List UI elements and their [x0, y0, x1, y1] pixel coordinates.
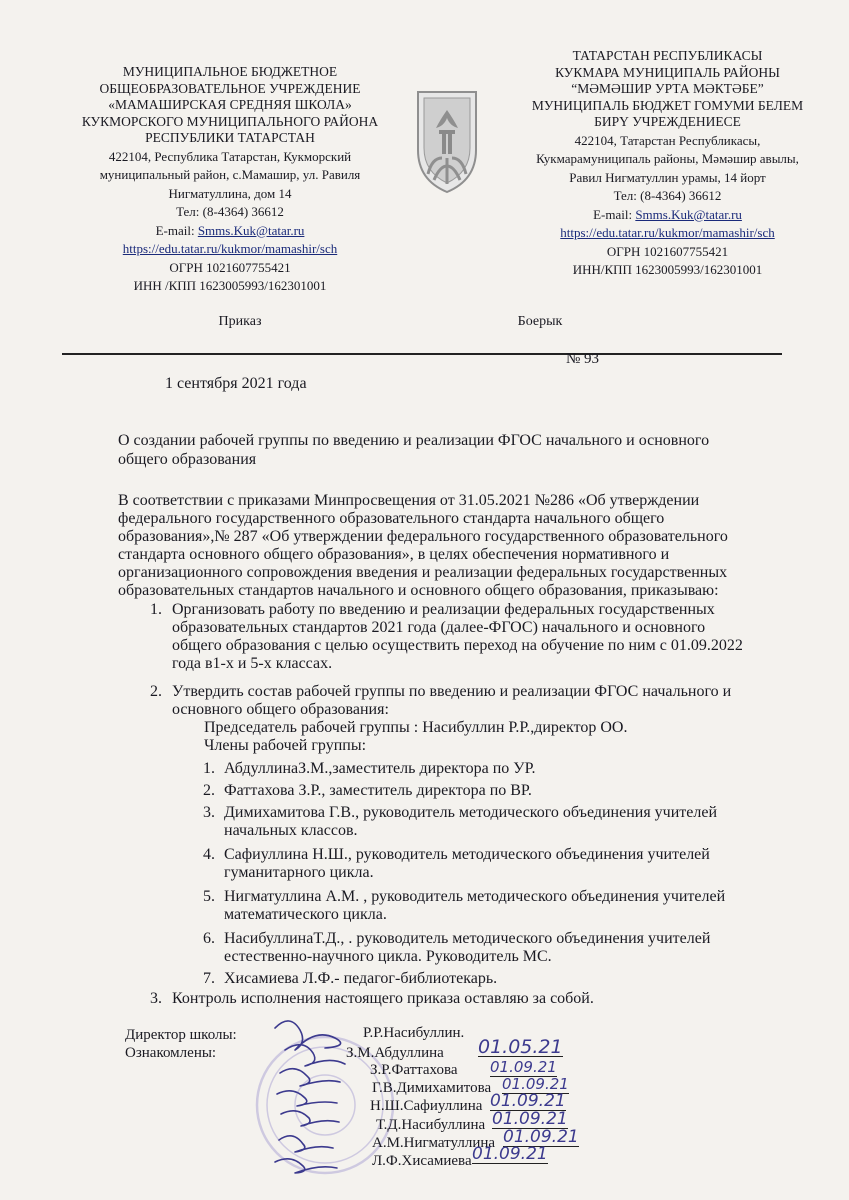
- member-line: гуманитарного цикла.: [224, 864, 374, 881]
- header-left-email-link[interactable]: Smms.Kuk@tatar.ru: [197, 222, 305, 238]
- member-number: 7.: [203, 970, 215, 987]
- header-left: [65, 64, 395, 295]
- member-line: математического цикла.: [224, 906, 387, 923]
- item-line: общего образования с целью осуществить переход на обучение по ним с 01.09.2022: [172, 637, 743, 654]
- preamble-line: В соответствии с приказами Минпросвещения от 31.05.2021 №286 «Об утверждении: [118, 492, 700, 509]
- header-right-phone: Тел: (8-4364) 36612: [613, 188, 722, 203]
- header-right-inn: ИНН/КПП 1623005993/162301001: [572, 262, 763, 277]
- member-number: 2.: [203, 782, 215, 799]
- member-line: НасибуллинаТ.Д., . руководитель методического объединения учителей: [224, 930, 711, 947]
- preamble-line: образования»,№ 287 «Об утверждении федерального государственного образовательного: [118, 528, 728, 545]
- header-left-email-row: [65, 223, 395, 240]
- header-right-email-row: [505, 207, 830, 224]
- header-left-address: муниципальный район, с.Мамашир, ул. Равиля: [99, 167, 361, 182]
- doc-type-right: Боерык: [517, 314, 563, 329]
- header-right-ogrn: ОГРН 1021607755421: [606, 243, 729, 259]
- coat-of-arms-emblem: [412, 88, 482, 198]
- header-left-address: 422104, Республика Татарстан, Кукморский: [108, 148, 352, 164]
- handwritten-signatures: [255, 1008, 385, 1178]
- acq-name: З.М.Абдуллина: [346, 1045, 444, 1061]
- acq-name: Т.Д.Насибуллина: [376, 1117, 486, 1133]
- item-line: Утвердить состав рабочей группы по введению и реализации ФГОС начального и: [172, 683, 732, 700]
- header-left-phone: Тел: (8-4364) 36612: [176, 204, 284, 219]
- preamble-line: федерального государственного образовательного стандарта начального общего: [118, 510, 665, 527]
- header-right-line: КУКМАРА МУНИЦИПАЛЬ РАЙОНЫ: [555, 64, 780, 80]
- member-number: 5.: [203, 888, 215, 905]
- item-line: образовательных стандартов 2021 года (далее-ФГОС) начального и основного: [172, 619, 706, 636]
- email-label: E-mail:: [593, 206, 636, 222]
- preamble-line: образовательных стандартов начального и основного общего образования, приказываю:: [118, 582, 719, 599]
- member-line: Димихамитова Г.В., руководитель методического объединения учителей: [224, 804, 718, 821]
- header-left-line: КУКМОРСКОГО МУНИЦИПАЛЬНОГО РАЙОНА: [81, 113, 379, 129]
- item-line: основного общего образования:: [172, 701, 389, 718]
- order-title-line: общего образования: [118, 451, 257, 468]
- director-label: Директор школы:: [125, 1027, 237, 1043]
- item-number: 2.: [150, 683, 162, 700]
- header-right-email-link[interactable]: Smms.Kuk@tatar.ru: [635, 206, 742, 222]
- preamble-line: стандарта основного общего образования», в целях обеспечения нормативного и: [118, 546, 670, 563]
- acq-date: 01.09.21: [490, 1091, 566, 1111]
- header-right-line: МУНИЦИПАЛЬ БЮДЖЕТ ГОМУМИ БЕЛЕМ: [531, 97, 804, 113]
- order-number: № 93: [566, 351, 600, 367]
- item-line: Контроль исполнения настоящего приказа оставляю за собой.: [172, 990, 594, 1007]
- members-label: Члены рабочей группы:: [204, 737, 367, 754]
- member-number: 1.: [203, 760, 215, 777]
- acquainted-label: Ознакомлены:: [125, 1045, 217, 1061]
- member-line: Нигматуллина А.М. , руководитель методического объединения учителей: [224, 888, 726, 905]
- member-line: начальных классов.: [224, 822, 358, 839]
- acq-date: 01.09.21: [472, 1144, 548, 1164]
- member-line: Фаттахова З.Р., заместитель директора по ВР.: [224, 782, 532, 799]
- header-left-ogrn: ОГРН 1021607755421: [169, 259, 291, 275]
- acq-date: 01.09.21: [502, 1075, 569, 1093]
- header-right-address: Равил Нигматуллин урамы, 14 йорт: [569, 169, 766, 185]
- director-name: Р.Р.Насибуллин.: [363, 1025, 465, 1041]
- item-line: Организовать работу по введению и реализации федеральных государственных: [172, 601, 715, 618]
- header-left-line: «МАМАШИРСКАЯ СРЕДНЯЯ ШКОЛА»: [108, 97, 352, 112]
- item-number: 1.: [150, 601, 162, 618]
- doc-type-left: Приказ: [218, 314, 262, 329]
- email-label: E-mail:: [155, 222, 198, 238]
- header-right-site-link[interactable]: https://edu.tatar.ru/kukmor/mamashir/sch: [560, 225, 775, 240]
- member-number: 3.: [203, 804, 215, 821]
- header-right-line: БИРҮ УЧРЕЖДЕНИЕСЕ: [594, 114, 741, 129]
- header-right-address: Кукмарамуниципаль районы, Мәмәшир авылы,: [536, 151, 799, 166]
- header-left-line: ОБЩЕОБРАЗОВАТЕЛЬНОЕ УЧРЕЖДЕНИЕ: [99, 80, 361, 96]
- header-left-address: Нигматуллина, дом 14: [168, 185, 292, 201]
- header-left-line: РЕСПУБЛИКИ ТАТАРСТАН: [145, 130, 315, 145]
- acq-date: 01.09.21: [503, 1127, 579, 1147]
- acq-name: Л.Ф.Хисамиева: [372, 1153, 472, 1169]
- acq-name: Г.В.Димихамитова: [372, 1080, 492, 1096]
- member-line: Сафиуллина Н.Ш., руководитель методического объединения учителей: [224, 846, 710, 863]
- item-line: года в1-х и 5-х классах.: [172, 655, 333, 672]
- acq-date: 01.09.21: [490, 1058, 557, 1076]
- header-left-site-link[interactable]: https://edu.tatar.ru/kukmor/mamashir/sch: [122, 241, 338, 256]
- header-right-line: ТАТАРСТАН РЕСПУБЛИКАСЫ: [572, 48, 763, 63]
- acq-date: 01.09.21: [492, 1109, 568, 1129]
- header-right: [505, 48, 830, 279]
- emblem-icon: [412, 88, 482, 198]
- member-number: 6.: [203, 930, 215, 947]
- acq-name: А.М.Нигматуллина: [372, 1135, 496, 1151]
- preamble-line: организационного сопровождения введения и реализации федеральных государственных: [118, 564, 728, 581]
- header-left-line: МУНИЦИПАЛЬНОЕ БЮДЖЕТНОЕ: [122, 64, 338, 79]
- member-number: 4.: [203, 846, 215, 863]
- header-right-line: “МӘМӘШИР УРТА МӘКТӘБЕ”: [571, 81, 764, 96]
- item-number: 3.: [150, 990, 162, 1007]
- member-line: АбдуллинаЗ.М.,заместитель директора по УР.: [224, 760, 536, 777]
- member-line: Хисамиева Л.Ф.- педагог-библиотекарь.: [224, 970, 498, 987]
- order-date: 1 сентября 2021 года: [165, 375, 307, 392]
- member-line: естественно-научного цикла. Руководитель МС.: [224, 948, 552, 965]
- acq-name: З.Р.Фаттахова: [370, 1062, 458, 1078]
- acq-name: Н.Ш.Сафиуллина: [370, 1098, 483, 1114]
- header-divider: [62, 353, 782, 355]
- acq-date: 01.05.21: [478, 1036, 563, 1058]
- chair-line: Председатель рабочей группы : Насибуллин Р.Р.,директор ОО.: [204, 719, 628, 736]
- header-right-address: 422104, Татарстан Республикасы,: [574, 132, 761, 148]
- header-left-inn: ИНН /КПП 1623005993/162301001: [133, 278, 327, 293]
- order-title-line: О создании рабочей группы по введению и реализации ФГОС начального и основного: [118, 432, 710, 449]
